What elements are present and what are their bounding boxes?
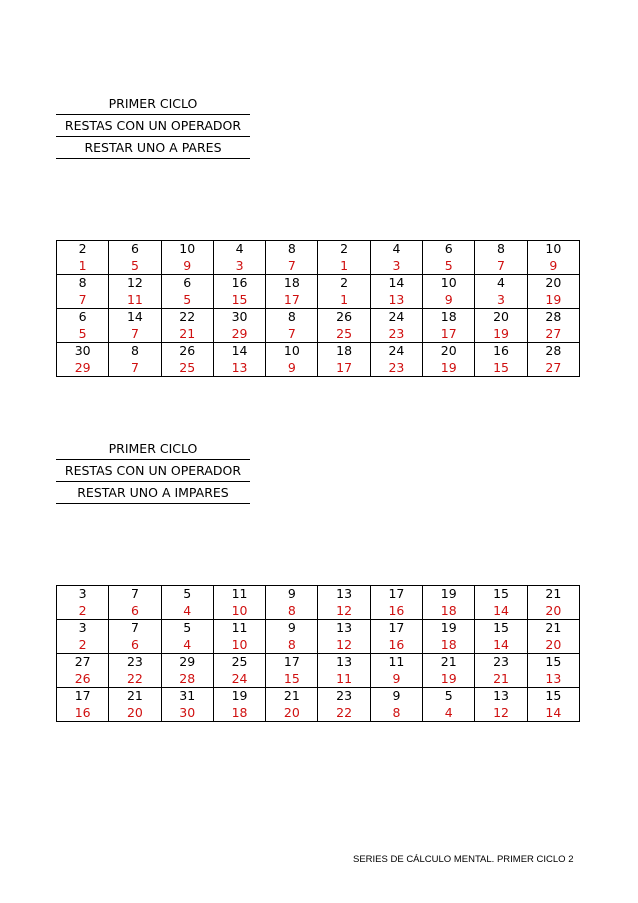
result-cell: 15 [266, 671, 318, 688]
result-cell: 8 [266, 603, 318, 620]
result-cell: 8 [266, 637, 318, 654]
operand-cell: 23 [475, 654, 527, 671]
result-cell: 28 [161, 671, 213, 688]
operand-cell: 20 [475, 309, 527, 326]
page-footer: SERIES DE CÁLCULO MENTAL. PRIMER CICLO 2 [353, 854, 574, 865]
operand-cell: 3 [57, 586, 109, 603]
operand-row [57, 275, 580, 292]
result-cell: 19 [475, 326, 527, 343]
result-cell: 2 [57, 637, 109, 654]
operand-cell: 11 [213, 586, 265, 603]
operand-row [57, 586, 580, 603]
result-row [57, 360, 580, 377]
operand-cell: 5 [423, 688, 475, 705]
result-cell: 3 [213, 258, 265, 275]
operand-cell: 2 [57, 241, 109, 258]
operand-cell: 17 [57, 688, 109, 705]
operand-cell: 15 [475, 620, 527, 637]
operand-cell: 18 [318, 343, 370, 360]
operand-cell: 21 [527, 586, 579, 603]
result-cell: 13 [213, 360, 265, 377]
result-cell: 5 [109, 258, 161, 275]
operand-cell: 14 [370, 275, 422, 292]
result-cell: 18 [423, 603, 475, 620]
result-cell: 27 [527, 360, 579, 377]
result-cell: 19 [423, 671, 475, 688]
operand-cell: 13 [318, 654, 370, 671]
operand-cell: 11 [370, 654, 422, 671]
result-cell: 12 [475, 705, 527, 722]
result-cell: 6 [109, 603, 161, 620]
operand-cell: 8 [475, 241, 527, 258]
operand-cell: 13 [318, 586, 370, 603]
header-rule-title: RESTAR UNO A PARES [56, 137, 250, 159]
operand-cell: 18 [423, 309, 475, 326]
section2-exercise-grid [56, 585, 580, 722]
result-cell: 16 [370, 637, 422, 654]
operand-cell: 6 [57, 309, 109, 326]
operand-cell: 19 [423, 586, 475, 603]
header-operation-title: RESTAS CON UN OPERADOR [56, 460, 250, 482]
result-cell: 2 [57, 603, 109, 620]
operand-cell: 17 [370, 620, 422, 637]
operand-cell: 29 [161, 654, 213, 671]
operand-cell: 19 [213, 688, 265, 705]
operand-cell: 18 [266, 275, 318, 292]
result-cell: 7 [57, 292, 109, 309]
header-cycle-title: PRIMER CICLO [56, 93, 250, 115]
result-row [57, 603, 580, 620]
result-cell: 11 [318, 671, 370, 688]
operand-cell: 14 [213, 343, 265, 360]
result-cell: 9 [527, 258, 579, 275]
operand-cell: 21 [109, 688, 161, 705]
result-cell: 7 [109, 360, 161, 377]
result-cell: 8 [370, 705, 422, 722]
operand-cell: 13 [475, 688, 527, 705]
operand-cell: 8 [266, 241, 318, 258]
operand-cell: 20 [423, 343, 475, 360]
operand-cell: 19 [423, 620, 475, 637]
operand-cell: 15 [527, 688, 579, 705]
operand-cell: 30 [213, 309, 265, 326]
operand-cell: 9 [266, 586, 318, 603]
result-cell: 13 [527, 671, 579, 688]
result-cell: 21 [475, 671, 527, 688]
operand-cell: 24 [370, 343, 422, 360]
operand-cell: 7 [109, 586, 161, 603]
result-cell: 24 [213, 671, 265, 688]
result-cell: 23 [370, 326, 422, 343]
section2-header [56, 438, 250, 504]
operand-cell: 28 [527, 343, 579, 360]
operand-cell: 13 [318, 620, 370, 637]
result-cell: 5 [423, 258, 475, 275]
result-cell: 7 [266, 326, 318, 343]
operand-row [57, 309, 580, 326]
result-cell: 21 [161, 326, 213, 343]
operand-cell: 21 [423, 654, 475, 671]
operand-cell: 31 [161, 688, 213, 705]
result-cell: 22 [109, 671, 161, 688]
result-cell: 14 [527, 705, 579, 722]
operand-cell: 8 [57, 275, 109, 292]
result-cell: 18 [423, 637, 475, 654]
result-cell: 9 [161, 258, 213, 275]
operand-cell: 12 [109, 275, 161, 292]
result-cell: 16 [370, 603, 422, 620]
operand-cell: 10 [423, 275, 475, 292]
result-cell: 14 [475, 637, 527, 654]
header-rule-title: RESTAR UNO A IMPARES [56, 482, 250, 504]
operand-row [57, 688, 580, 705]
result-cell: 23 [370, 360, 422, 377]
result-cell: 17 [423, 326, 475, 343]
operand-cell: 4 [475, 275, 527, 292]
operand-cell: 24 [370, 309, 422, 326]
result-cell: 22 [318, 705, 370, 722]
result-cell: 1 [318, 292, 370, 309]
operand-cell: 4 [370, 241, 422, 258]
operand-cell: 11 [213, 620, 265, 637]
result-cell: 4 [423, 705, 475, 722]
result-cell: 20 [527, 637, 579, 654]
operand-cell: 6 [423, 241, 475, 258]
result-cell: 26 [57, 671, 109, 688]
operand-cell: 4 [213, 241, 265, 258]
operand-cell: 16 [475, 343, 527, 360]
operand-cell: 26 [161, 343, 213, 360]
result-row [57, 705, 580, 722]
operand-cell: 26 [318, 309, 370, 326]
operand-cell: 28 [527, 309, 579, 326]
section1-header [56, 93, 250, 159]
result-cell: 15 [475, 360, 527, 377]
result-cell: 5 [161, 292, 213, 309]
result-cell: 12 [318, 637, 370, 654]
result-row [57, 258, 580, 275]
operand-cell: 10 [266, 343, 318, 360]
operand-row [57, 241, 580, 258]
operand-cell: 10 [527, 241, 579, 258]
result-cell: 7 [475, 258, 527, 275]
result-cell: 29 [213, 326, 265, 343]
operand-row [57, 343, 580, 360]
result-cell: 9 [370, 671, 422, 688]
operand-cell: 20 [527, 275, 579, 292]
result-cell: 20 [109, 705, 161, 722]
operand-cell: 3 [57, 620, 109, 637]
result-cell: 15 [213, 292, 265, 309]
result-cell: 4 [161, 637, 213, 654]
result-cell: 29 [57, 360, 109, 377]
result-cell: 7 [266, 258, 318, 275]
result-cell: 11 [109, 292, 161, 309]
operand-cell: 10 [161, 241, 213, 258]
result-cell: 14 [475, 603, 527, 620]
operand-cell: 21 [527, 620, 579, 637]
operand-cell: 9 [370, 688, 422, 705]
operand-cell: 6 [109, 241, 161, 258]
result-cell: 3 [370, 258, 422, 275]
result-cell: 1 [57, 258, 109, 275]
result-cell: 17 [266, 292, 318, 309]
result-cell: 25 [161, 360, 213, 377]
operand-cell: 23 [318, 688, 370, 705]
operand-cell: 5 [161, 620, 213, 637]
result-cell: 16 [57, 705, 109, 722]
result-cell: 20 [527, 603, 579, 620]
result-cell: 1 [318, 258, 370, 275]
operand-cell: 15 [527, 654, 579, 671]
operand-cell: 25 [213, 654, 265, 671]
result-cell: 9 [266, 360, 318, 377]
result-cell: 7 [109, 326, 161, 343]
operand-row [57, 654, 580, 671]
operand-cell: 7 [109, 620, 161, 637]
result-cell: 12 [318, 603, 370, 620]
result-row [57, 671, 580, 688]
result-cell: 17 [318, 360, 370, 377]
result-cell: 27 [527, 326, 579, 343]
result-cell: 20 [266, 705, 318, 722]
result-cell: 3 [475, 292, 527, 309]
result-cell: 5 [57, 326, 109, 343]
operand-cell: 16 [213, 275, 265, 292]
operand-cell: 27 [57, 654, 109, 671]
section1-exercise-grid [56, 240, 580, 377]
operand-cell: 8 [266, 309, 318, 326]
result-cell: 30 [161, 705, 213, 722]
operand-cell: 14 [109, 309, 161, 326]
operand-cell: 15 [475, 586, 527, 603]
result-cell: 6 [109, 637, 161, 654]
header-cycle-title: PRIMER CICLO [56, 438, 250, 460]
result-cell: 10 [213, 603, 265, 620]
operand-cell: 22 [161, 309, 213, 326]
operand-row [57, 620, 580, 637]
operand-cell: 9 [266, 620, 318, 637]
result-cell: 18 [213, 705, 265, 722]
operand-cell: 2 [318, 275, 370, 292]
operand-cell: 17 [370, 586, 422, 603]
result-cell: 4 [161, 603, 213, 620]
operand-cell: 8 [109, 343, 161, 360]
result-cell: 19 [423, 360, 475, 377]
result-row [57, 292, 580, 309]
operand-cell: 2 [318, 241, 370, 258]
result-cell: 9 [423, 292, 475, 309]
header-operation-title: RESTAS CON UN OPERADOR [56, 115, 250, 137]
operand-cell: 6 [161, 275, 213, 292]
operand-cell: 5 [161, 586, 213, 603]
result-cell: 19 [527, 292, 579, 309]
operand-cell: 30 [57, 343, 109, 360]
result-row [57, 637, 580, 654]
operand-cell: 21 [266, 688, 318, 705]
result-cell: 10 [213, 637, 265, 654]
result-cell: 25 [318, 326, 370, 343]
operand-cell: 23 [109, 654, 161, 671]
result-row [57, 326, 580, 343]
operand-cell: 17 [266, 654, 318, 671]
result-cell: 13 [370, 292, 422, 309]
